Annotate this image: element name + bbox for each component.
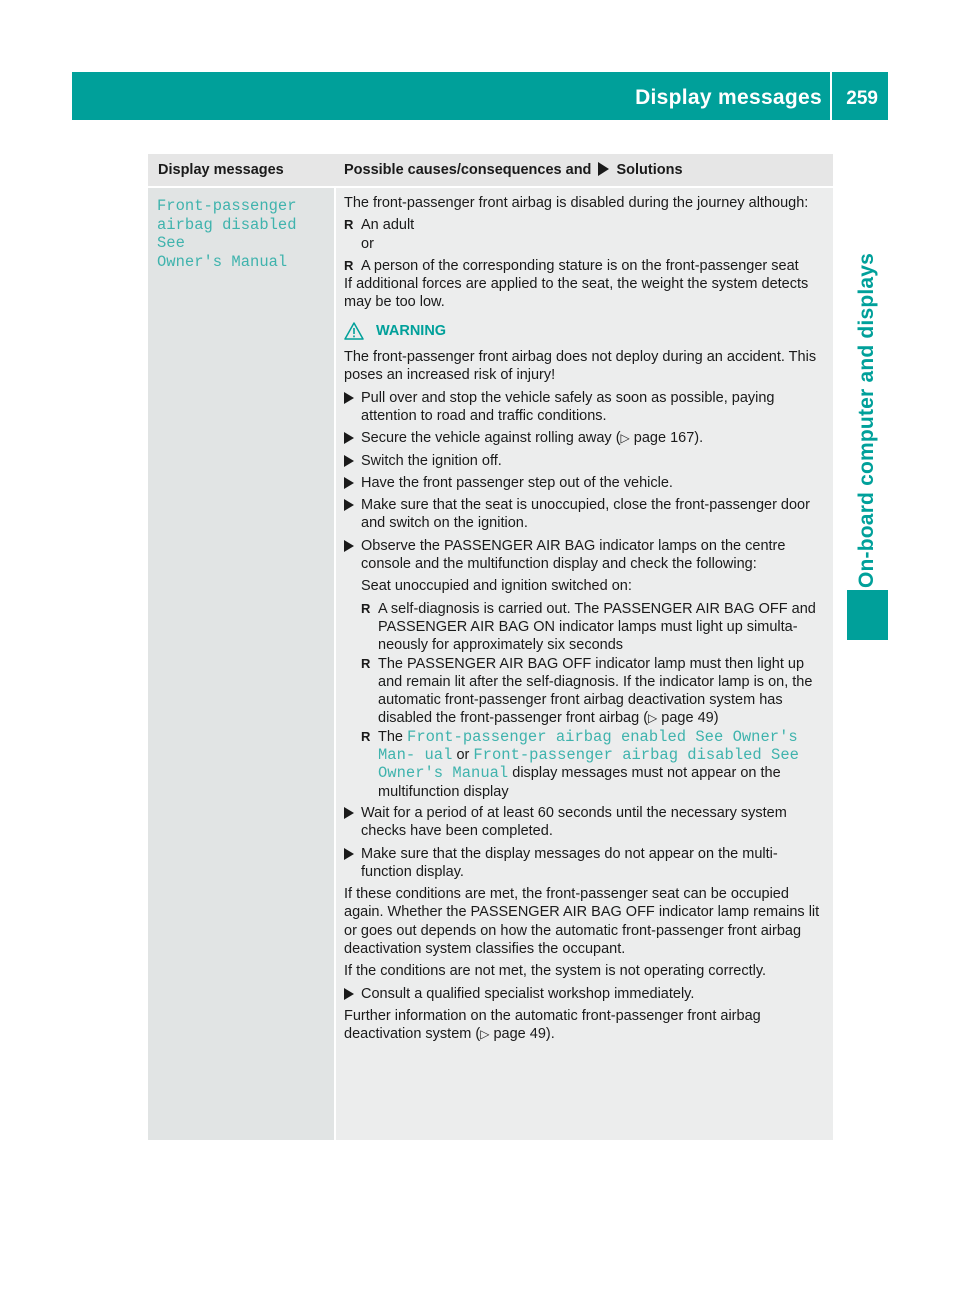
table-header-row <box>148 154 833 188</box>
header-divider <box>830 72 832 120</box>
display-messages-table <box>148 154 833 1140</box>
col2-header-pre: Possible causes/consequences and <box>344 162 592 178</box>
side-tab <box>847 210 887 590</box>
step-text: Secure the vehicle against rolling away ( <box>361 430 621 447</box>
warning-text: The front-passenger front airbag does not deploy during an accident. This poses an increased risk of injury! <box>344 349 817 384</box>
action-step <box>344 985 828 1003</box>
check-text: The PASSENGER AIR BAG OFF indicator lamp must then light up and remain lit after the self-diagnosis. If the indicator lamp is on, the automatic front-passenger front airbag deactivation system has disabled the front-passenger front airbag ( <box>378 655 813 727</box>
col2-header-post: Solutions <box>616 162 683 178</box>
conditions-not-met-text: If the conditions are not met, the system is not operating correctly. <box>344 963 767 980</box>
action-step <box>344 452 828 470</box>
col2-header <box>344 162 683 178</box>
step-text: page 167). <box>629 430 704 447</box>
action-step <box>344 429 828 447</box>
cause-or: or <box>361 235 374 252</box>
intro-text: The front-passenger front airbag is disabled during the journey although: <box>344 195 809 211</box>
step-text: Make sure that the seat is unoccupied, close the front-passenger door and switch on the ignition. <box>361 497 810 532</box>
step-text: Wait for a period of at least 60 seconds until the necessary system checks have been completed. <box>361 804 787 840</box>
forces-text: If additional forces are applied to the seat, the weight the system detects may be too low. <box>344 276 809 311</box>
step-arrow-icon <box>344 455 354 467</box>
step-text: Have the front passenger step out of the vehicle. <box>361 474 673 491</box>
page-ref-icon: ▷ <box>480 1027 490 1042</box>
step-arrow-icon <box>344 477 354 489</box>
further-text: page 49). <box>489 1026 555 1043</box>
check-item: R A self-diagnosis is carried out. The PASSENGER AIR BAG OFF and PASSENGER AIR BAG ON indicator lamps must light up simulta- neously for approximately six seconds <box>344 600 828 655</box>
further-info <box>344 1007 828 1044</box>
message-line: Front-passenger <box>157 197 297 215</box>
solutions-content <box>344 194 828 1047</box>
message-cell <box>148 188 334 1140</box>
action-step <box>344 537 828 574</box>
cause-item: R An adult <box>344 216 828 234</box>
step-text: Observe the PASSENGER AIR BAG indicator lamps on the centre console and the multifunction display and check the following: <box>361 537 786 573</box>
side-tab-label: On-board computer and displays <box>855 252 878 588</box>
conditions-met-text: If these conditions are met, the front-passenger seat can be occupied again. Whether the PASSENGER AIR BAG OFF indicator lamp remains lit or goes out depends on how the automatic front-passenger front airbag deactivation system classifies the occupant. <box>344 886 820 957</box>
check-text: or <box>452 747 474 764</box>
check-item <box>344 728 828 801</box>
warning-triangle-icon <box>344 322 364 340</box>
check-text: The <box>378 728 408 745</box>
display-message-ref: Front-passenger airbag enabled See Owner's Man‐ ual <box>378 727 798 765</box>
check-text: page 49) <box>657 710 719 727</box>
step-text: Pull over and stop the vehicle safely as soon as possible, paying attention to road and traffic conditions. <box>361 389 775 424</box>
action-step <box>344 474 828 492</box>
action-step <box>344 845 828 882</box>
cause-item: R A person of the corresponding stature is on the front-passenger seat <box>344 257 828 275</box>
step-arrow-icon <box>344 432 354 444</box>
step-arrow-icon <box>344 540 354 552</box>
further-text: Further information on the automatic front-passenger front airbag deactivation system ( <box>344 1007 761 1043</box>
step-arrow-icon <box>344 848 354 860</box>
page-ref-icon: ▷ <box>648 711 658 726</box>
check-item <box>344 655 828 728</box>
side-tab-marker <box>847 590 888 640</box>
step-arrow-icon <box>344 988 354 1000</box>
display-message <box>157 197 329 271</box>
header-title: Display messages <box>635 86 822 109</box>
page-number: 259 <box>846 88 878 109</box>
step-arrow-icon <box>344 807 354 819</box>
step-text: Switch the ignition off. <box>361 452 502 469</box>
page-ref-icon: ▷ <box>620 431 630 446</box>
check-text: display messages must not appear on the multifunction display <box>378 765 781 800</box>
step-text: Make sure that the display messages do not appear on the multi- function display. <box>361 845 778 880</box>
action-step <box>344 389 828 426</box>
warning-heading <box>344 322 828 340</box>
message-line: airbag disabled See <box>157 215 297 252</box>
play-icon <box>598 162 609 176</box>
warning-label: WARNING <box>376 322 447 339</box>
action-step <box>344 496 828 533</box>
message-line: Owner's Manual <box>157 252 288 271</box>
step-arrow-icon <box>344 499 354 511</box>
step-arrow-icon <box>344 392 354 404</box>
step-text: Consult a qualified specialist workshop immediately. <box>361 985 695 1002</box>
display-message-ref: Front-passenger airbag disabled See Owner's Manual <box>378 746 799 783</box>
col1-header: Display messages <box>158 162 284 178</box>
page-header <box>72 72 888 120</box>
action-step <box>344 804 828 841</box>
seat-condition: Seat unoccupied and ignition switched on: <box>361 578 632 595</box>
